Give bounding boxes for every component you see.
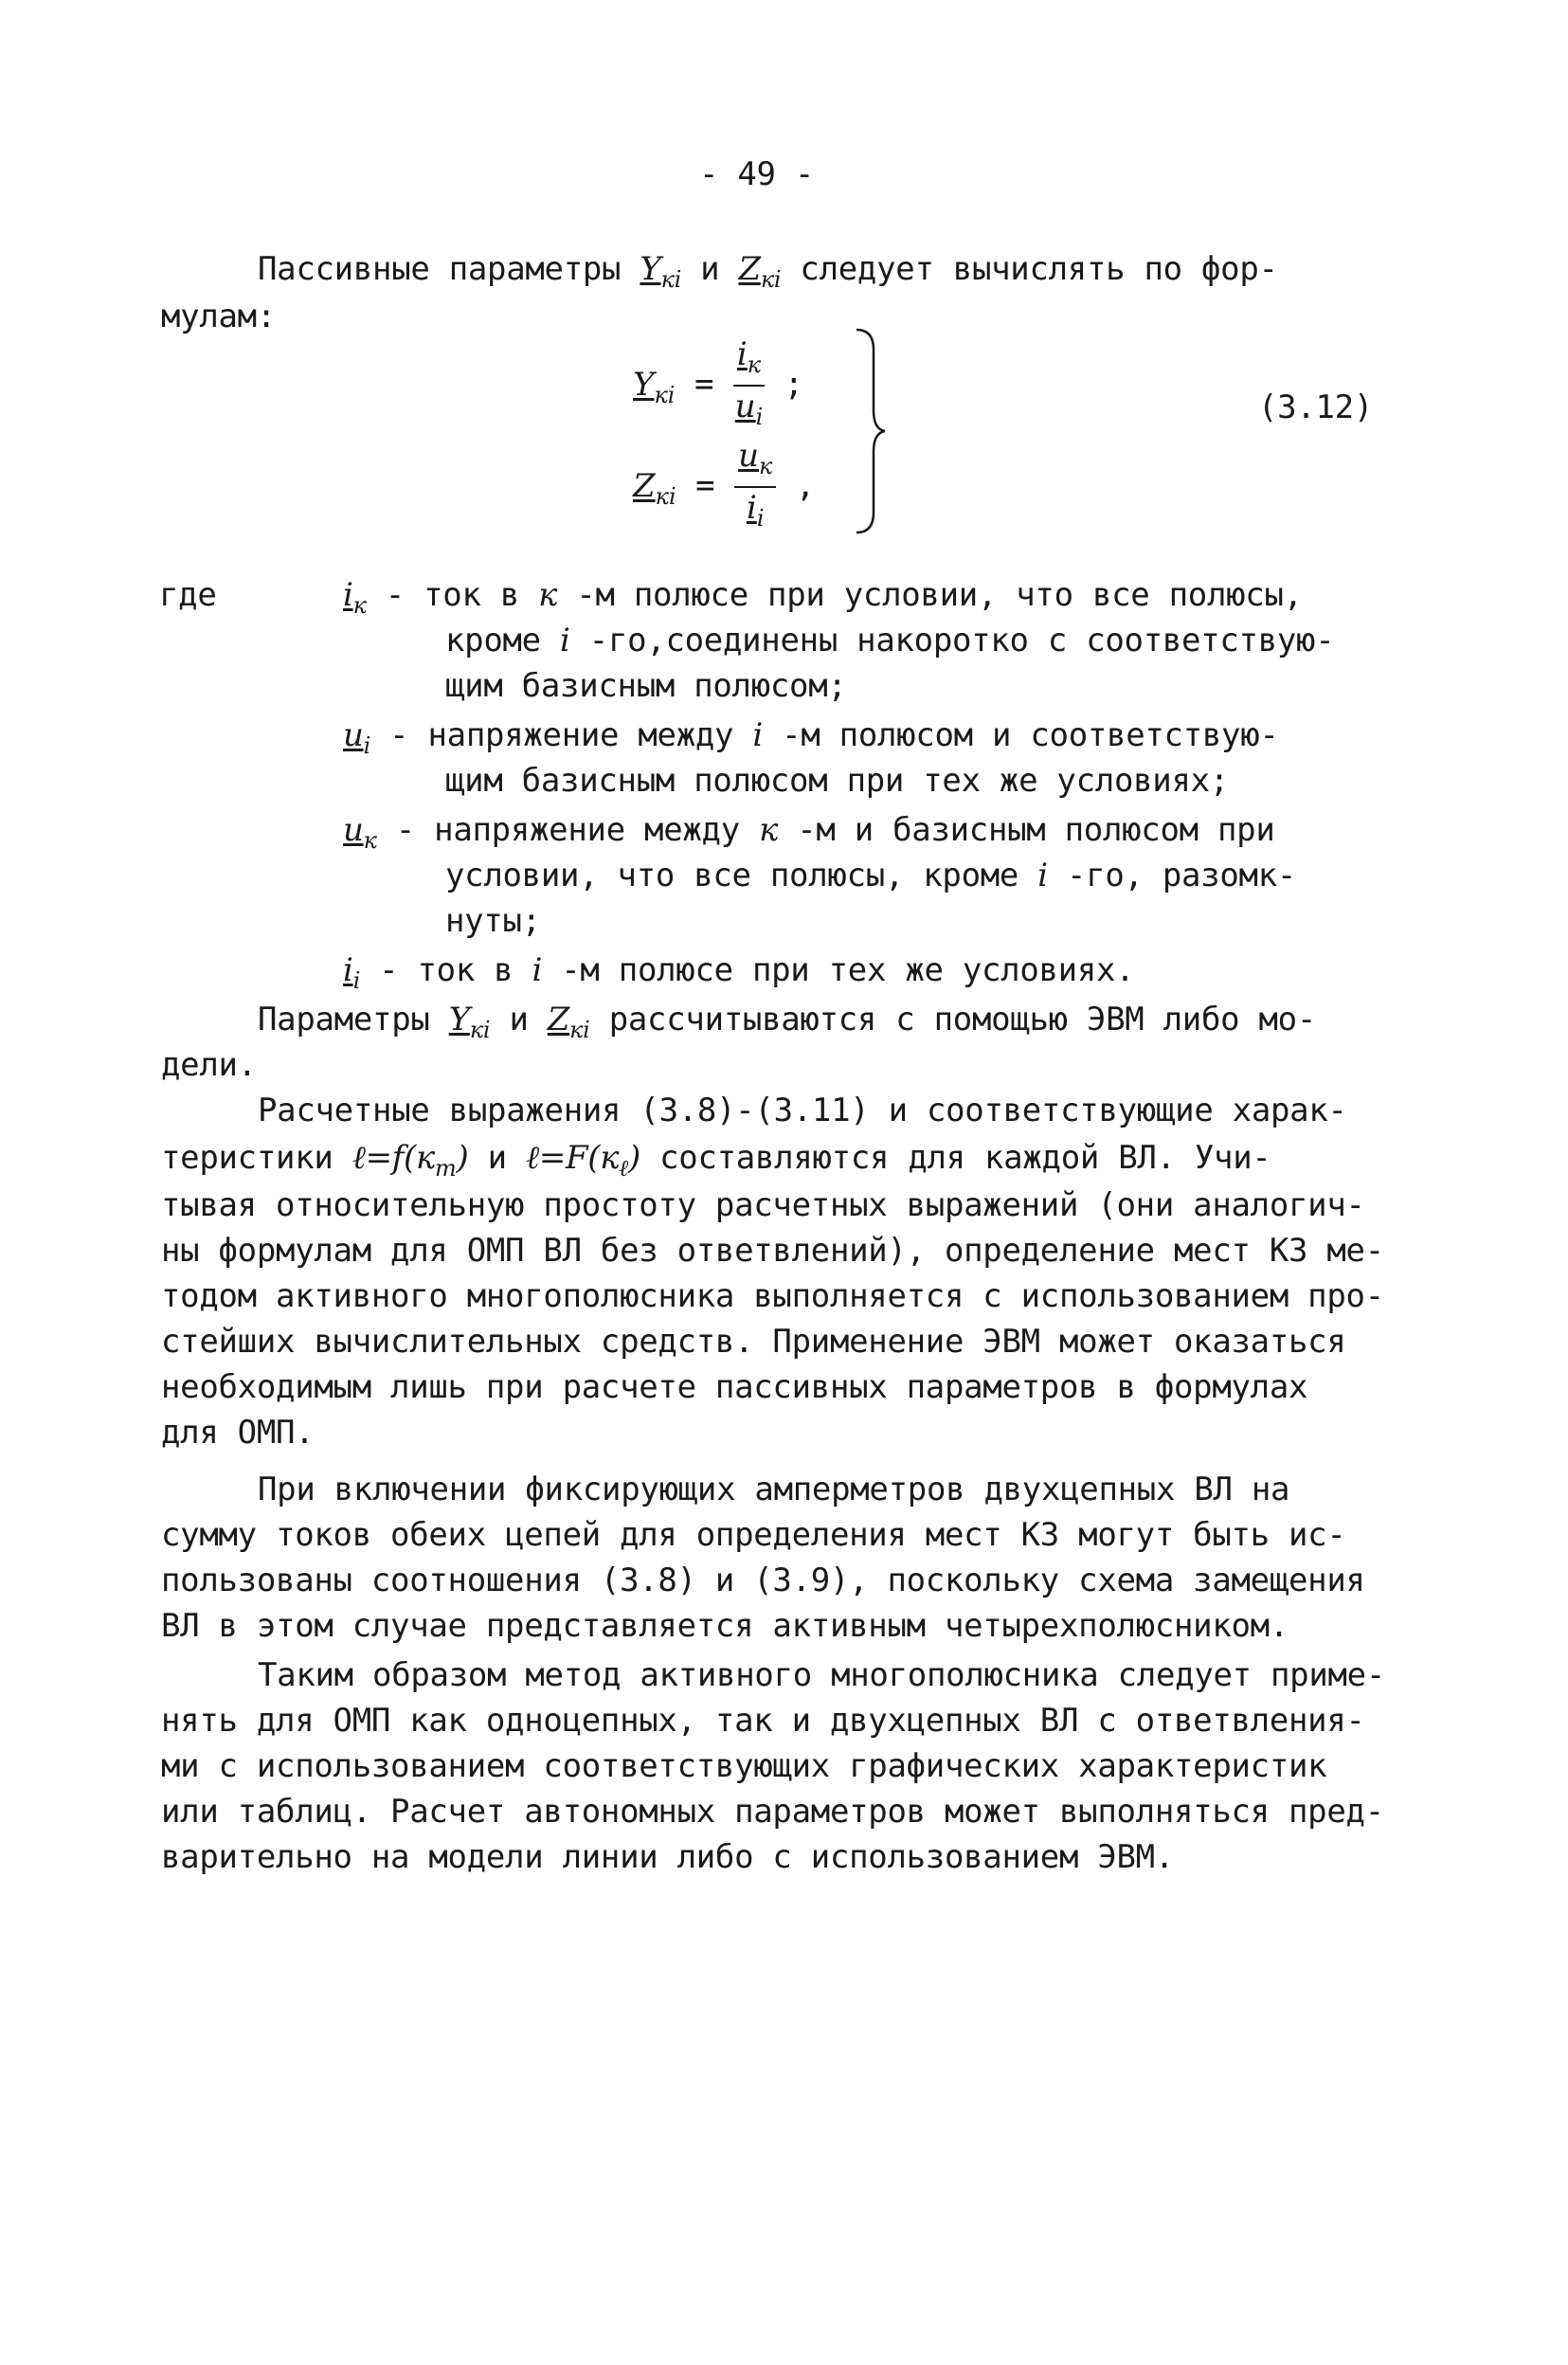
symbol-ik: $i_к$ [343, 576, 367, 619]
p3-line-4: ВЛ в этом случае представляется активным четырехполюсником. [161, 1607, 1289, 1645]
def-uk-line-3: нуты; [445, 902, 541, 940]
p3-line-2: сумму токов обеих цепей для определения мест КЗ могут быть ис- [161, 1516, 1346, 1554]
p2-line-2: теристики $\ell=f(к_т)$ и $\ell=F(к_\ell)$ составляются для каждой ВЛ. Учи- [161, 1139, 1271, 1182]
p2-line-1: Расчетные выражения (3.8)-(3.11) и соответствующие харак- [258, 1092, 1347, 1129]
formula-l-F-kl: $\ell=F(к_\ell)$ [525, 1139, 640, 1182]
intro-text-b: следует вычислять по фор- [800, 250, 1278, 288]
p4-line-4: или таблиц. Расчет автономных параметров может выполняться пред- [161, 1793, 1384, 1831]
where-label: где [159, 576, 217, 614]
p3-line-3: пользованы соотношения (3.8) и (3.9), поскольку схема замещения [161, 1562, 1365, 1599]
symbol-y-ki-2: $Y_{кi}$ [448, 1001, 491, 1043]
symbol-ui: $u_i$ [343, 716, 370, 759]
intro-line-1 [258, 246, 1278, 302]
p4-line-3: ми с использованием соответствующих графических характеристик [161, 1747, 1327, 1785]
p4-line-5: варительно на модели линии либо с использованием ЭВМ. [161, 1838, 1174, 1876]
symbol-ii: $i_i$ [343, 951, 360, 994]
formula-l-f-kt: $\ell=f(к_т)$ [351, 1139, 469, 1182]
symbol-uk: $u_к$ [343, 811, 377, 854]
p2-line-4: ны формулам для ОМП ВЛ без ответвлений), определение мест КЗ ме- [161, 1232, 1384, 1270]
intro-text-a: Пассивные параметры [258, 250, 622, 288]
p2-line-7: необходимым лишь при расчете пассивных параметров в формулах [161, 1368, 1308, 1406]
p2-line-8: для ОМП. [161, 1414, 315, 1452]
def-uk-line-2: условии, что все полюсы, кроме i -го, разомк- [445, 857, 1297, 894]
p2-line-3: тывая относительную простоту расчетных выражений (они аналогич- [161, 1186, 1365, 1224]
formula-y-lhs: $Y_{кi}$ [633, 365, 676, 408]
p1-line-1: Параметры $Y_{кi}$ и $Z_{кi}$ рассчитываются с помощью ЭВМ либо мо- [258, 1001, 1316, 1043]
p4-line-2: нять для ОМП как одноцепных, так и двухцепных ВЛ с ответвления- [161, 1702, 1365, 1740]
page-number: - 49 - [699, 155, 815, 193]
symbol-z-ki-2: $Z_{кi}$ [547, 1001, 590, 1043]
p1-line-2: дели. [161, 1046, 257, 1084]
p2-line-5: тодом активного многополюсника выполняется с использованием про- [161, 1277, 1384, 1315]
p3-line-1: При включении фиксирующих амперметров двухцепных ВЛ на [258, 1471, 1290, 1508]
intro-conj: и [700, 250, 720, 288]
formula-y: $Y_{кi}$ = $\frac{i_к}{u_i}$ ; [633, 336, 803, 435]
p2-line-6: стейших вычислительных средств. Применение ЭВМ может оказаться [161, 1323, 1346, 1361]
def-uk-line-1: $u_к$ - напряжение между к -м и базисным полюсом при [343, 811, 1275, 854]
intro-line-2: мулам: [161, 298, 277, 335]
formula-y-fraction: $\frac{i_к}{u_i}$ [734, 335, 764, 430]
def-ik-line-2: кроме i -го,соединены накоротко с соответствую- [445, 622, 1335, 659]
formula-z: $Z_{кi}$ = $\frac{u_к}{i_i}$ , [633, 438, 815, 536]
def-ui-line-1: $u_i$ - напряжение между i -м полюсом и соответствую- [343, 716, 1279, 759]
symbol-y-ki: $Y_{кi}$ [640, 250, 681, 293]
def-ik-line-3: щим базисным полюсом; [445, 667, 847, 705]
def-ii-line-1: $i_i$ - ток в i -м полюсе при тех же условиях. [343, 951, 1135, 994]
formula-z-lhs: $Z_{кi}$ [633, 466, 676, 510]
def-ui-line-2: щим базисным полюсом при тех же условиях; [445, 762, 1229, 800]
symbol-z-ki: $Z_{кi}$ [738, 250, 782, 293]
def-ik-line-1: $i_к$ - ток в к -м полюсе при условии, что все полюсы, [343, 576, 1303, 619]
right-brace-icon [853, 327, 891, 535]
p4-line-1: Таким образом метод активного многополюсника следует приме- [258, 1656, 1386, 1694]
equation-number: (3.12) [1258, 388, 1374, 426]
formula-z-fraction: $\frac{u_к}{i_i}$ [734, 438, 776, 536]
